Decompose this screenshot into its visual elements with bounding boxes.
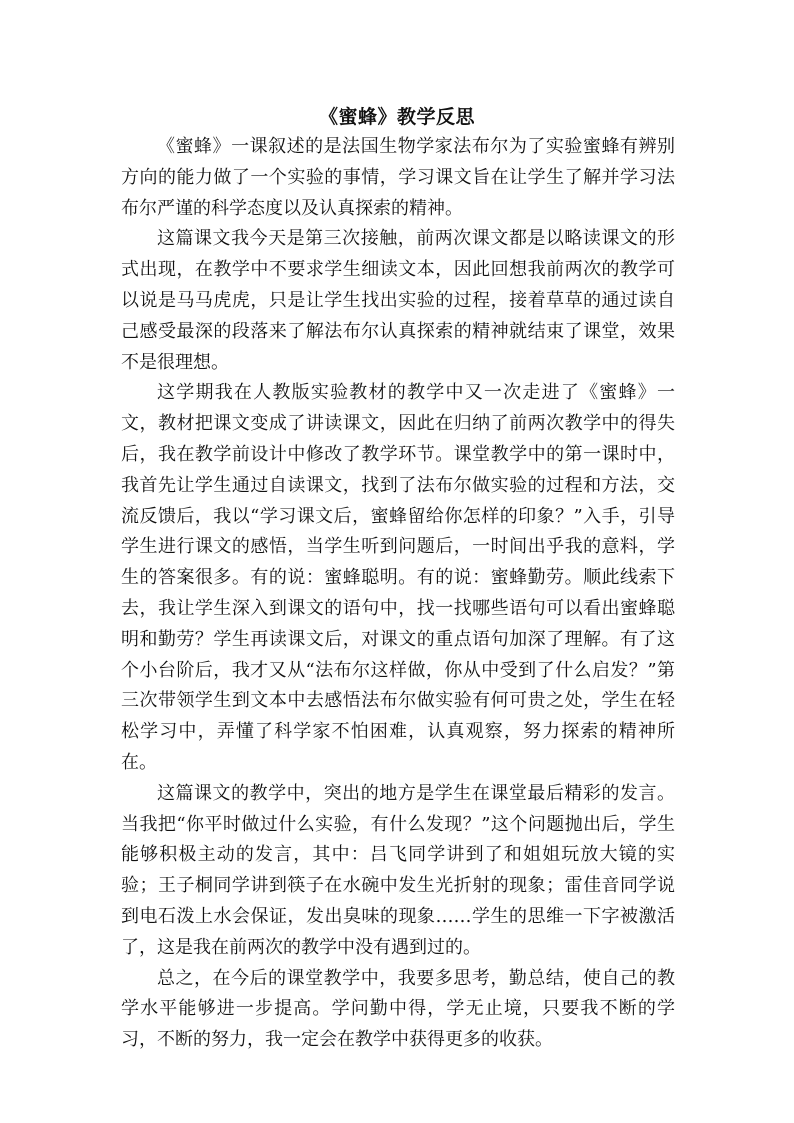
paragraph-conclusion: 总之，在今后的课堂教学中，我要多思考，勤总结，使自己的教学水平能够进一步提高。学问勤中得，学无止境，只要我不断的学习，不断的努力，我一定会在教学中获得更多的收获。 [121,967,675,1051]
paragraph-intro: 《蜜蜂》一课叙述的是法国生物学家法布尔为了实验蜜蜂有辨别方向的能力做了一个实验的事情，学习课文旨在让学生了解并学习法布尔严谨的科学态度以及认真探索的精神。 [121,136,675,219]
paragraph-past-teaching: 这篇课文我今天是第三次接触，前两次课文都是以略读课文的形式出现，在教学中不要求学生细读文本，因此回想我前两次的教学可以说是马马虎虎，只是让学生找出实验的过程，接着草草的通过读自己感受最深的段落来了解法布尔认真探索的精神就结束了课堂，效果不是很理想。 [121,228,675,373]
document-title: 《蜜蜂》教学反思 [318,106,475,128]
paragraph-highlight: 这篇课文的教学中，突出的地方是学生在课堂最后精彩的发言。当我把“你平时做过什么实验，有什么发现？”这个问题抛出后，学生能够积极主动的发言，其中：吕飞同学讲到了和姐姐玩放大镜的实验；王子桐同学讲到筷子在水碗中发生光折射的现象；雷佳音同学说到电石泼上水会保证，发出臭味的现象……学生的思维一下字被激活了，这是我在前两次的教学中没有遇到过的。 [121,782,675,958]
paragraph-current-teaching: 这学期我在人教版实验教材的教学中又一次走进了《蜜蜂》一文，教材把课文变成了讲读课文，因此在归纳了前两次教学中的得失后，我在教学前设计中修改了教学环节。课堂教学中的第一课时中，我首先让学生通过自读课文，找到了法布尔做实验的过程和方法，交流反馈后，我以“学习课文后，蜜蜂留给你怎样的印象？”入手，引导学生进行课文的感悟，当学生听到问题后，一时间出乎我的意料，学生的答案很多。有的说：蜜蜂聪明。有的说：蜜蜂勤劳。顺此线索下去，我让学生深入到课文的语句中，找一找哪些语句可以看出蜜蜂聪明和勤劳？学生再读课文后，对课文的重点语句加深了理解。有了这个小台阶后，我才又从“法布尔这样做，你从中受到了什么启发？”第三次带领学生到文本中去感悟法布尔做实验有何可贵之处，学生在轻松学习中，弄懂了科学家不怕困难，认真观察，努力探索的精神所在。 [121,382,675,773]
document-body [121,132,675,1056]
